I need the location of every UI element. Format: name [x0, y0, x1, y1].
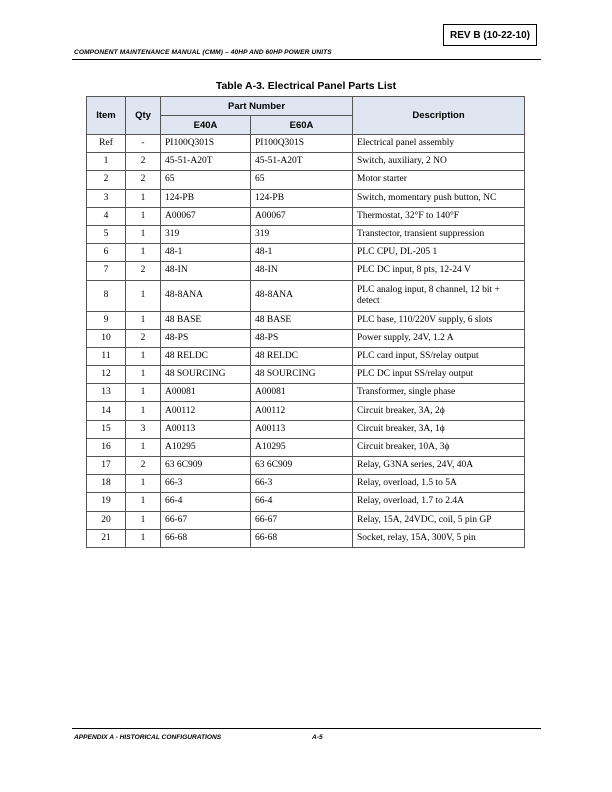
cell-item: 18	[87, 475, 126, 493]
cell-qty: 3	[126, 420, 161, 438]
cell-e60a-part: 66-67	[251, 511, 353, 529]
parts-table	[86, 96, 525, 548]
cell-item: 11	[87, 347, 126, 365]
cell-e40a-part: A00081	[161, 384, 251, 402]
cell-e40a-part: 66-67	[161, 511, 251, 529]
table-row	[87, 384, 525, 402]
cell-item: 9	[87, 311, 126, 329]
cell-item: Ref	[87, 135, 126, 153]
cell-item: 12	[87, 366, 126, 384]
cell-qty: 2	[126, 329, 161, 347]
cell-e60a-part: A00081	[251, 384, 353, 402]
cell-e60a-part: 48-IN	[251, 262, 353, 280]
cell-item: 20	[87, 511, 126, 529]
table-row	[87, 135, 525, 153]
cell-e40a-part: 48-8ANA	[161, 280, 251, 311]
cell-qty: 1	[126, 207, 161, 225]
cell-item: 6	[87, 244, 126, 262]
table-row	[87, 153, 525, 171]
cell-e60a-part: 66-68	[251, 529, 353, 547]
table-row	[87, 402, 525, 420]
cell-qty: 1	[126, 244, 161, 262]
cell-description: Circuit breaker, 3A, 2ϕ	[353, 402, 525, 420]
cell-item: 2	[87, 171, 126, 189]
cell-description: Relay, overload, 1.7 to 2.4A	[353, 493, 525, 511]
table-row	[87, 420, 525, 438]
cell-e60a-part: A10295	[251, 438, 353, 456]
cell-e40a-part: A00067	[161, 207, 251, 225]
table-row	[87, 438, 525, 456]
cell-qty: 1	[126, 529, 161, 547]
table-row	[87, 244, 525, 262]
cell-e40a-part: 66-3	[161, 475, 251, 493]
cell-description: Thermostat, 32°F to 140°F	[353, 207, 525, 225]
table-row	[87, 225, 525, 243]
cell-description: PLC DC input SS/relay output	[353, 366, 525, 384]
footer-divider	[72, 728, 541, 729]
cell-e60a-part: A00113	[251, 420, 353, 438]
table-row	[87, 329, 525, 347]
cell-e60a-part: A00112	[251, 402, 353, 420]
cell-description: Electrical panel assembly	[353, 135, 525, 153]
cell-qty: 1	[126, 438, 161, 456]
table-row	[87, 311, 525, 329]
table-row	[87, 475, 525, 493]
cell-e60a-part: 63 6C909	[251, 457, 353, 475]
cell-qty: 2	[126, 171, 161, 189]
cell-item: 5	[87, 225, 126, 243]
appendix-label: APPENDIX A - HISTORICAL CONFIGURATIONS	[74, 734, 222, 741]
cell-e40a-part: 66-4	[161, 493, 251, 511]
cell-e40a-part: 65	[161, 171, 251, 189]
column-header-item: Item	[87, 97, 126, 135]
cell-description: Socket, relay, 15A, 300V, 5 pin	[353, 529, 525, 547]
cell-qty: 1	[126, 402, 161, 420]
cell-item: 13	[87, 384, 126, 402]
column-header-e60a: E60A	[251, 116, 353, 135]
cell-description: Circuit breaker, 10A, 3ϕ	[353, 438, 525, 456]
cell-e60a-part: 48-PS	[251, 329, 353, 347]
table-row	[87, 262, 525, 280]
revision-label: REV B (10-22-10)	[449, 29, 531, 41]
cell-e60a-part: 65	[251, 171, 353, 189]
cell-e60a-part: 66-3	[251, 475, 353, 493]
cell-description: PLC base, 110/220V supply, 6 slots	[353, 311, 525, 329]
cell-item: 17	[87, 457, 126, 475]
cell-description: PLC analog input, 8 channel, 12 bit + detect	[353, 280, 525, 311]
cell-item: 3	[87, 189, 126, 207]
table-row	[87, 529, 525, 547]
cell-qty: 1	[126, 189, 161, 207]
cell-e60a-part: 48 RELDC	[251, 347, 353, 365]
table-row	[87, 207, 525, 225]
cell-description: Relay, G3NA series, 24V, 40A	[353, 457, 525, 475]
cell-e40a-part: PI100Q301S	[161, 135, 251, 153]
cell-e40a-part: 66-68	[161, 529, 251, 547]
cell-e60a-part: PI100Q301S	[251, 135, 353, 153]
table-row	[87, 493, 525, 511]
cell-qty: 1	[126, 493, 161, 511]
cell-e60a-part: 48-1	[251, 244, 353, 262]
header-divider	[72, 59, 541, 60]
cell-description: PLC CPU, DL-205 1	[353, 244, 525, 262]
manual-title: COMPONENT MAINTENANCE MANUAL (CMM) – 40HP AND 60HP POWER UNITS	[74, 49, 332, 56]
cell-qty: 2	[126, 153, 161, 171]
cell-e40a-part: 63 6C909	[161, 457, 251, 475]
cell-item: 4	[87, 207, 126, 225]
cell-e40a-part: A00112	[161, 402, 251, 420]
table-row	[87, 457, 525, 475]
cell-item: 21	[87, 529, 126, 547]
cell-item: 14	[87, 402, 126, 420]
cell-e40a-part: 48 BASE	[161, 311, 251, 329]
cell-e40a-part: 124-PB	[161, 189, 251, 207]
cell-e40a-part: 319	[161, 225, 251, 243]
cell-qty: 1	[126, 347, 161, 365]
table-row	[87, 280, 525, 311]
cell-description: Switch, momentary push button, NC	[353, 189, 525, 207]
column-header-part-number: Part Number	[161, 97, 353, 116]
cell-qty: 1	[126, 475, 161, 493]
cell-description: Transtector, transient suppression	[353, 225, 525, 243]
cell-description: Circuit breaker, 3A, 1ϕ	[353, 420, 525, 438]
cell-item: 16	[87, 438, 126, 456]
table-row	[87, 511, 525, 529]
cell-e60a-part: 48-8ANA	[251, 280, 353, 311]
cell-e40a-part: 45-51-A20T	[161, 153, 251, 171]
cell-e40a-part: 48 SOURCING	[161, 366, 251, 384]
cell-qty: 1	[126, 311, 161, 329]
cell-item: 7	[87, 262, 126, 280]
table-caption: Table A-3. Electrical Panel Parts List	[215, 80, 397, 92]
table-row	[87, 366, 525, 384]
cell-description: Relay, 15A, 24VDC, coil, 5 pin GP	[353, 511, 525, 529]
cell-e60a-part: 48 BASE	[251, 311, 353, 329]
cell-e40a-part: 48 RELDC	[161, 347, 251, 365]
cell-e40a-part: 48-1	[161, 244, 251, 262]
revision-box	[443, 24, 537, 46]
cell-description: Relay, overload, 1.5 to 5A	[353, 475, 525, 493]
cell-e60a-part: 48 SOURCING	[251, 366, 353, 384]
cell-e60a-part: 319	[251, 225, 353, 243]
cell-description: PLC card input, SS/relay output	[353, 347, 525, 365]
table-row	[87, 171, 525, 189]
cell-description: PLC DC input, 8 pts, 12-24 V	[353, 262, 525, 280]
cell-item: 10	[87, 329, 126, 347]
cell-qty: 1	[126, 511, 161, 529]
cell-e60a-part: A00067	[251, 207, 353, 225]
cell-e40a-part: 48-IN	[161, 262, 251, 280]
cell-qty: 2	[126, 457, 161, 475]
cell-qty: 1	[126, 280, 161, 311]
cell-e60a-part: 66-4	[251, 493, 353, 511]
cell-description: Power supply, 24V, 1.2 A	[353, 329, 525, 347]
cell-description: Motor starter	[353, 171, 525, 189]
cell-item: 19	[87, 493, 126, 511]
parts-table-body	[87, 135, 525, 548]
cell-qty: 1	[126, 366, 161, 384]
cell-qty: -	[126, 135, 161, 153]
cell-e60a-part: 124-PB	[251, 189, 353, 207]
cell-description: Transformer, single phase	[353, 384, 525, 402]
cell-qty: 2	[126, 262, 161, 280]
cell-e40a-part: A10295	[161, 438, 251, 456]
table-row	[87, 189, 525, 207]
cell-item: 15	[87, 420, 126, 438]
cell-e40a-part: 48-PS	[161, 329, 251, 347]
cell-item: 8	[87, 280, 126, 311]
column-header-e40a: E40A	[161, 116, 251, 135]
column-header-description: Description	[353, 97, 525, 135]
cell-e40a-part: A00113	[161, 420, 251, 438]
cell-item: 1	[87, 153, 126, 171]
cell-qty: 1	[126, 225, 161, 243]
cell-e60a-part: 45-51-A20T	[251, 153, 353, 171]
column-header-qty: Qty	[126, 97, 161, 135]
cell-description: Switch, auxiliary, 2 NO	[353, 153, 525, 171]
table-row	[87, 347, 525, 365]
page-footer	[74, 734, 323, 741]
page-number: A-5	[312, 734, 323, 741]
cell-qty: 1	[126, 384, 161, 402]
